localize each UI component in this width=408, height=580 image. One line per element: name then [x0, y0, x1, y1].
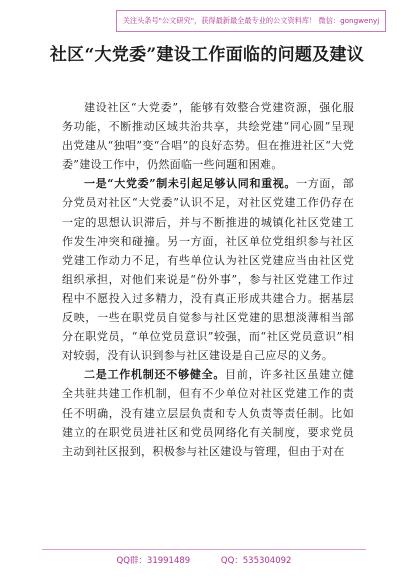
section2-text: 目前，许多社区虽建立健全共驻共建工作机制，但有不少单位对社区党建工作的责任不明确，没有建立层层负责和专人负责等责任制。比如建立的在职党员进社区和党员网络化有关制度，要求党员主动到社区报到，积极参与社区建设与管理，但由于对在 [62, 368, 354, 458]
header-banner: 关注头条号"公文研究"，获得最新最全最专业的公文资料库！ 微信：gongwenyj [116, 10, 386, 32]
section1-heading: 一是“大党委”制未引起足够认同和重视。 [84, 177, 297, 191]
section1-paragraph [62, 174, 354, 365]
footer-qq: QQ：535304092 [220, 556, 292, 566]
document-body [62, 98, 354, 461]
section2-paragraph [62, 365, 354, 460]
footer-qq-group: QQ群：31991489 [116, 556, 191, 566]
footer [0, 554, 408, 566]
intro-paragraph: 建设社区“大党委”，能够有效整合党建资源，强化服务功能，不断推动区域共治共享，共绘党建“同心圆”呈现出党建从“独唱”变“合唱”的良好态势。但在推进社区“大党委”建设工作中，仍然面临一些问题和困难。 [62, 101, 354, 172]
section2-heading: 二是工作机制还不够健全。 [84, 368, 226, 382]
section1-text: 一方面，部分党员对社区“大党委”认识不足，对社区党建工作仍存在一定的思想认识滞后，并与不断推进的城镇化社区党建工作发生冲突和碰撞。另一方面，社区单位党组织参与社区党建工作动力不足，有些单位认为社区党建应当由社区党组织承担，对他们来说是“份外事”，参与社区党建工作过程中不愿投入过多精力，没有真正形成共建合力。据基层反映，一些在职党员自觉参与社区党建的思想淡薄相当部分在职党员，“单位党员意识”较强，而“社区党员意识”相对较弱，没有认识到参与社区建设是自己应尽的义务。 [62, 177, 354, 363]
footer-divider [42, 549, 366, 550]
document-title: 社区“大党委”建设工作面临的问题及建议 [49, 45, 365, 65]
